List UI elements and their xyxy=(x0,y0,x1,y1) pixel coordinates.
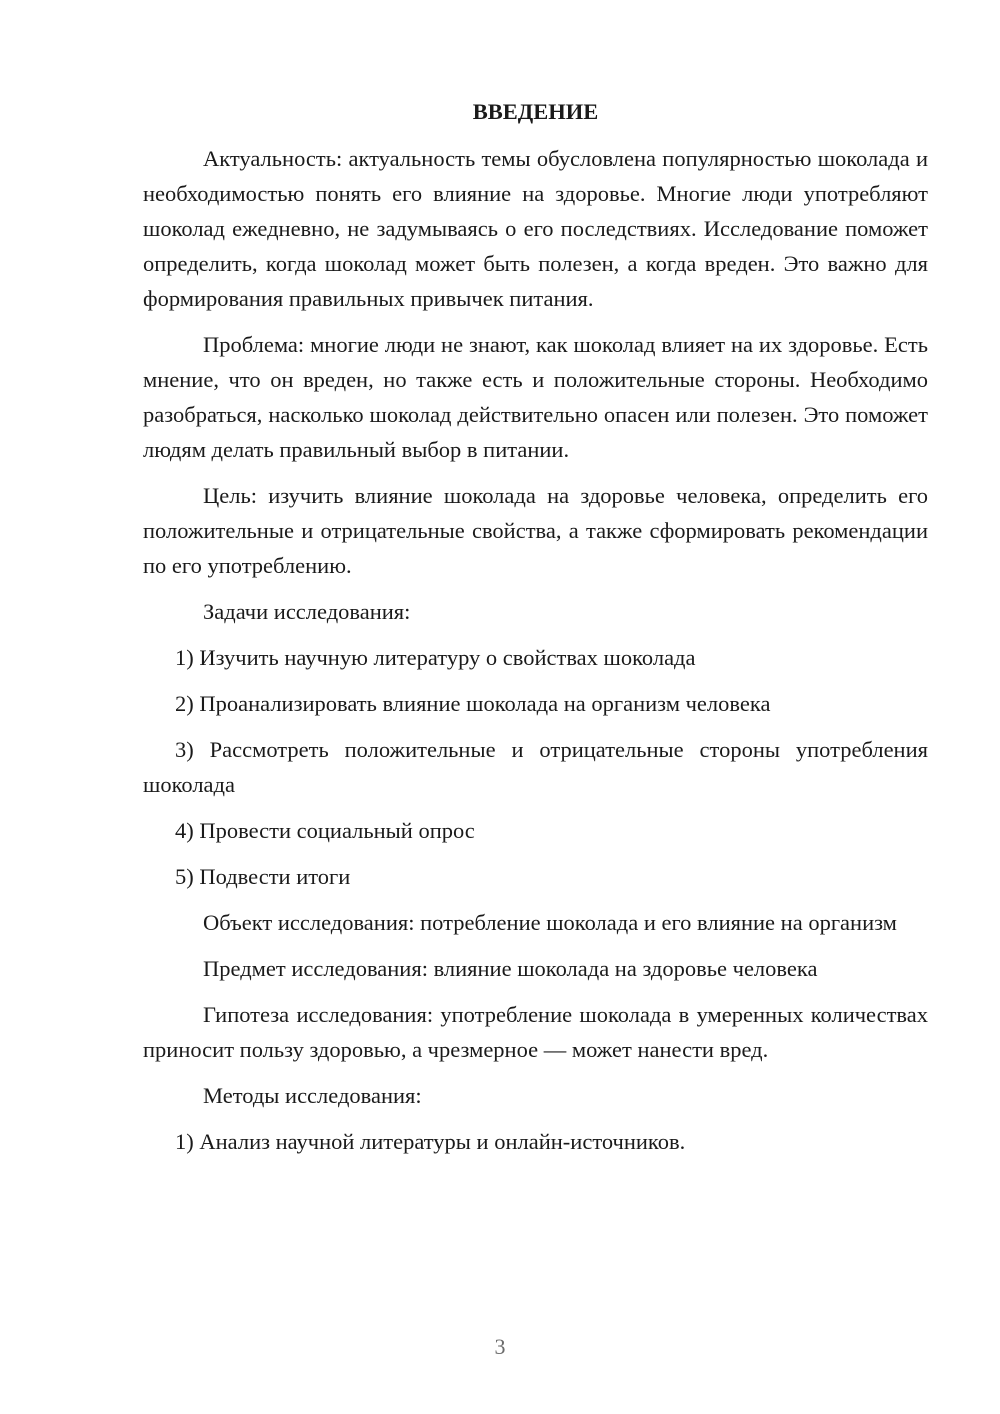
paragraph-hypothesis: Гипотеза исследования: употребление шоколада в умеренных количествах приносит пользу здоровью, а чрезмерное — может нанести вред. xyxy=(143,1002,928,1062)
task-item-3: 3) Рассмотреть положительные и отрицательные стороны употребления шоколада xyxy=(143,737,928,797)
document-page xyxy=(143,94,928,1170)
paragraph-goal: Цель: изучить влияние шоколада на здоровье человека, определить его положительные и отрицательные свойства, а также сформировать рекомендации по его употреблению. xyxy=(143,483,928,578)
page-number: 3 xyxy=(494,1334,506,1359)
method-item-1: 1) Анализ научной литературы и онлайн-источников. xyxy=(175,1129,686,1154)
task-item-4: 4) Провести социальный опрос xyxy=(175,818,475,843)
paragraph-problem: Проблема: многие люди не знают, как шоколад влияет на их здоровье. Есть мнение, что он вреден, но также есть и положительные стороны. Необходимо разобраться, насколько шоколад действительно опасен или полезен. Это поможет людям делать правильный выбор в питании. xyxy=(143,332,928,462)
page-title: ВВЕДЕНИЕ xyxy=(472,99,599,124)
task-item-1: 1) Изучить научную литературу о свойствах шоколада xyxy=(175,645,696,670)
paragraph-object: Объект исследования: потребление шоколада и его влияние на организм xyxy=(203,910,897,935)
methods-heading: Методы исследования: xyxy=(203,1083,422,1108)
tasks-heading: Задачи исследования: xyxy=(203,599,411,624)
paragraph-relevance: Актуальность: актуальность темы обусловлена популярностью шоколада и необходимостью понять его влияние на здоровье. Многие люди употребляют шоколад ежедневно, не задумываясь о его последствиях. Исследование поможет определить, когда шоколад может быть полезен, а когда вреден. Это важно для формирования правильных привычек питания. xyxy=(143,146,928,311)
task-item-2: 2) Проанализировать влияние шоколада на организм человека xyxy=(175,691,771,716)
task-item-5: 5) Подвести итоги xyxy=(175,864,351,889)
paragraph-subject: Предмет исследования: влияние шоколада на здоровье человека xyxy=(203,956,818,981)
